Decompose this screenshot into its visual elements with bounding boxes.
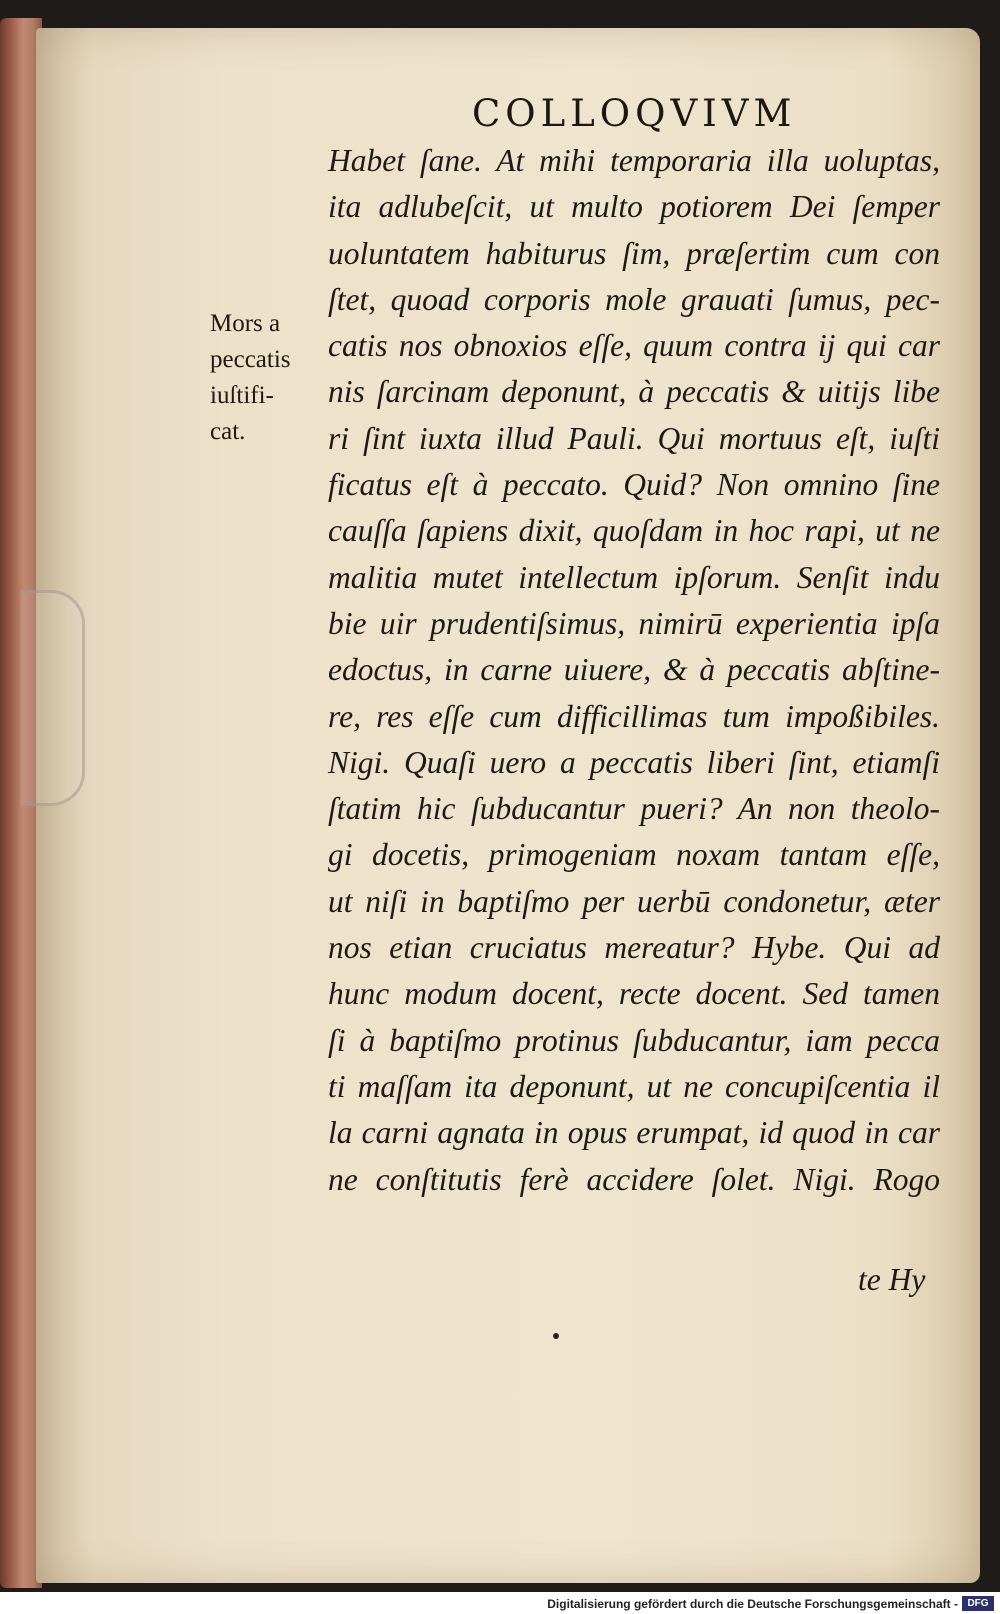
text-line: re, res eſſe cum difficillimas tum impoßibiles.: [328, 698, 940, 734]
text-line: ti maſſam ita deponunt, ut ne concupiſcentia il: [328, 1068, 940, 1104]
text-line: Nigi. Quaſi uero a peccatis liberi ſint, etiamſi: [328, 744, 940, 780]
page-clip: [20, 590, 85, 806]
marginal-line: iuſtifi-: [210, 382, 274, 409]
ink-dot: [553, 1333, 559, 1339]
text-line: gi docetis, primogeniam noxam tantam eſſe,: [328, 837, 940, 873]
text-line: hunc modum docent, recte docent. Sed tamen: [328, 976, 940, 1012]
marginal-note: [210, 306, 320, 450]
text-line: ſtatim hic ſubducantur pueri? An non theolo-: [328, 791, 940, 827]
text-line: la carni agnata in opus erumpat, id quod in car: [328, 1115, 940, 1151]
dfg-logo-icon: DFG: [962, 1596, 994, 1611]
text-line: bie uir prudentiſsimus, nimirū experientia ipſa: [328, 605, 940, 641]
funding-notice: Digitalisierung gefördert durch die Deutsche Forschungsgemeinschaft -: [547, 1597, 958, 1611]
footer-bar: [0, 1592, 1000, 1614]
marginal-line: cat.: [210, 418, 246, 445]
text-line: Habet ſane. At mihi temporaria illa uoluptas,: [328, 143, 940, 178]
text-line: malitia mutet intellectum ipſorum. Senſit indu: [328, 559, 940, 595]
text-line: ne conſtitutis ferè accidere ſolet. Nigi. Rogo: [328, 1161, 940, 1197]
text-line: cauſſa ſapiens dixit, quoſdam in hoc rapi, ut ne: [328, 513, 940, 549]
text-line: ſtet, quoad corporis mole grauati ſumus, pec-: [328, 281, 940, 317]
text-line: edoctus, in carne uiuere, & à peccatis abſtine-: [328, 652, 940, 688]
text-line: ri ſint iuxta illud Pauli. Qui mortuus eſt, iuſti: [328, 420, 940, 456]
marginal-line: Mors a: [210, 310, 281, 337]
text-line: ut niſi in baptiſmo per uerbū condonetur, æter: [328, 883, 940, 919]
text-line: ſi à baptiſmo protinus ſubducantur, iam pecca: [328, 1022, 940, 1058]
text-line: ficatus eſt à peccato. Quid? Non omnino ſine: [328, 467, 940, 503]
catchword: te Hy: [858, 1262, 926, 1297]
marginal-line: peccatis: [210, 346, 291, 373]
running-header: COLLOQVIVM: [472, 92, 797, 135]
body-text: [328, 138, 940, 1203]
text-line: ita adlubeſcit, ut multo potiorem Dei ſemper: [328, 189, 940, 225]
text-line: nos etian cruciatus mereatur? Hybe. Qui ad: [328, 930, 940, 966]
text-line: uoluntatem habiturus ſim, præſertim cum con: [328, 235, 940, 271]
text-line: nis ſarcinam deponunt, à peccatis & uitijs libe: [328, 374, 940, 410]
text-line: catis nos obnoxios eſſe, quum contra ij qui car: [328, 328, 940, 364]
